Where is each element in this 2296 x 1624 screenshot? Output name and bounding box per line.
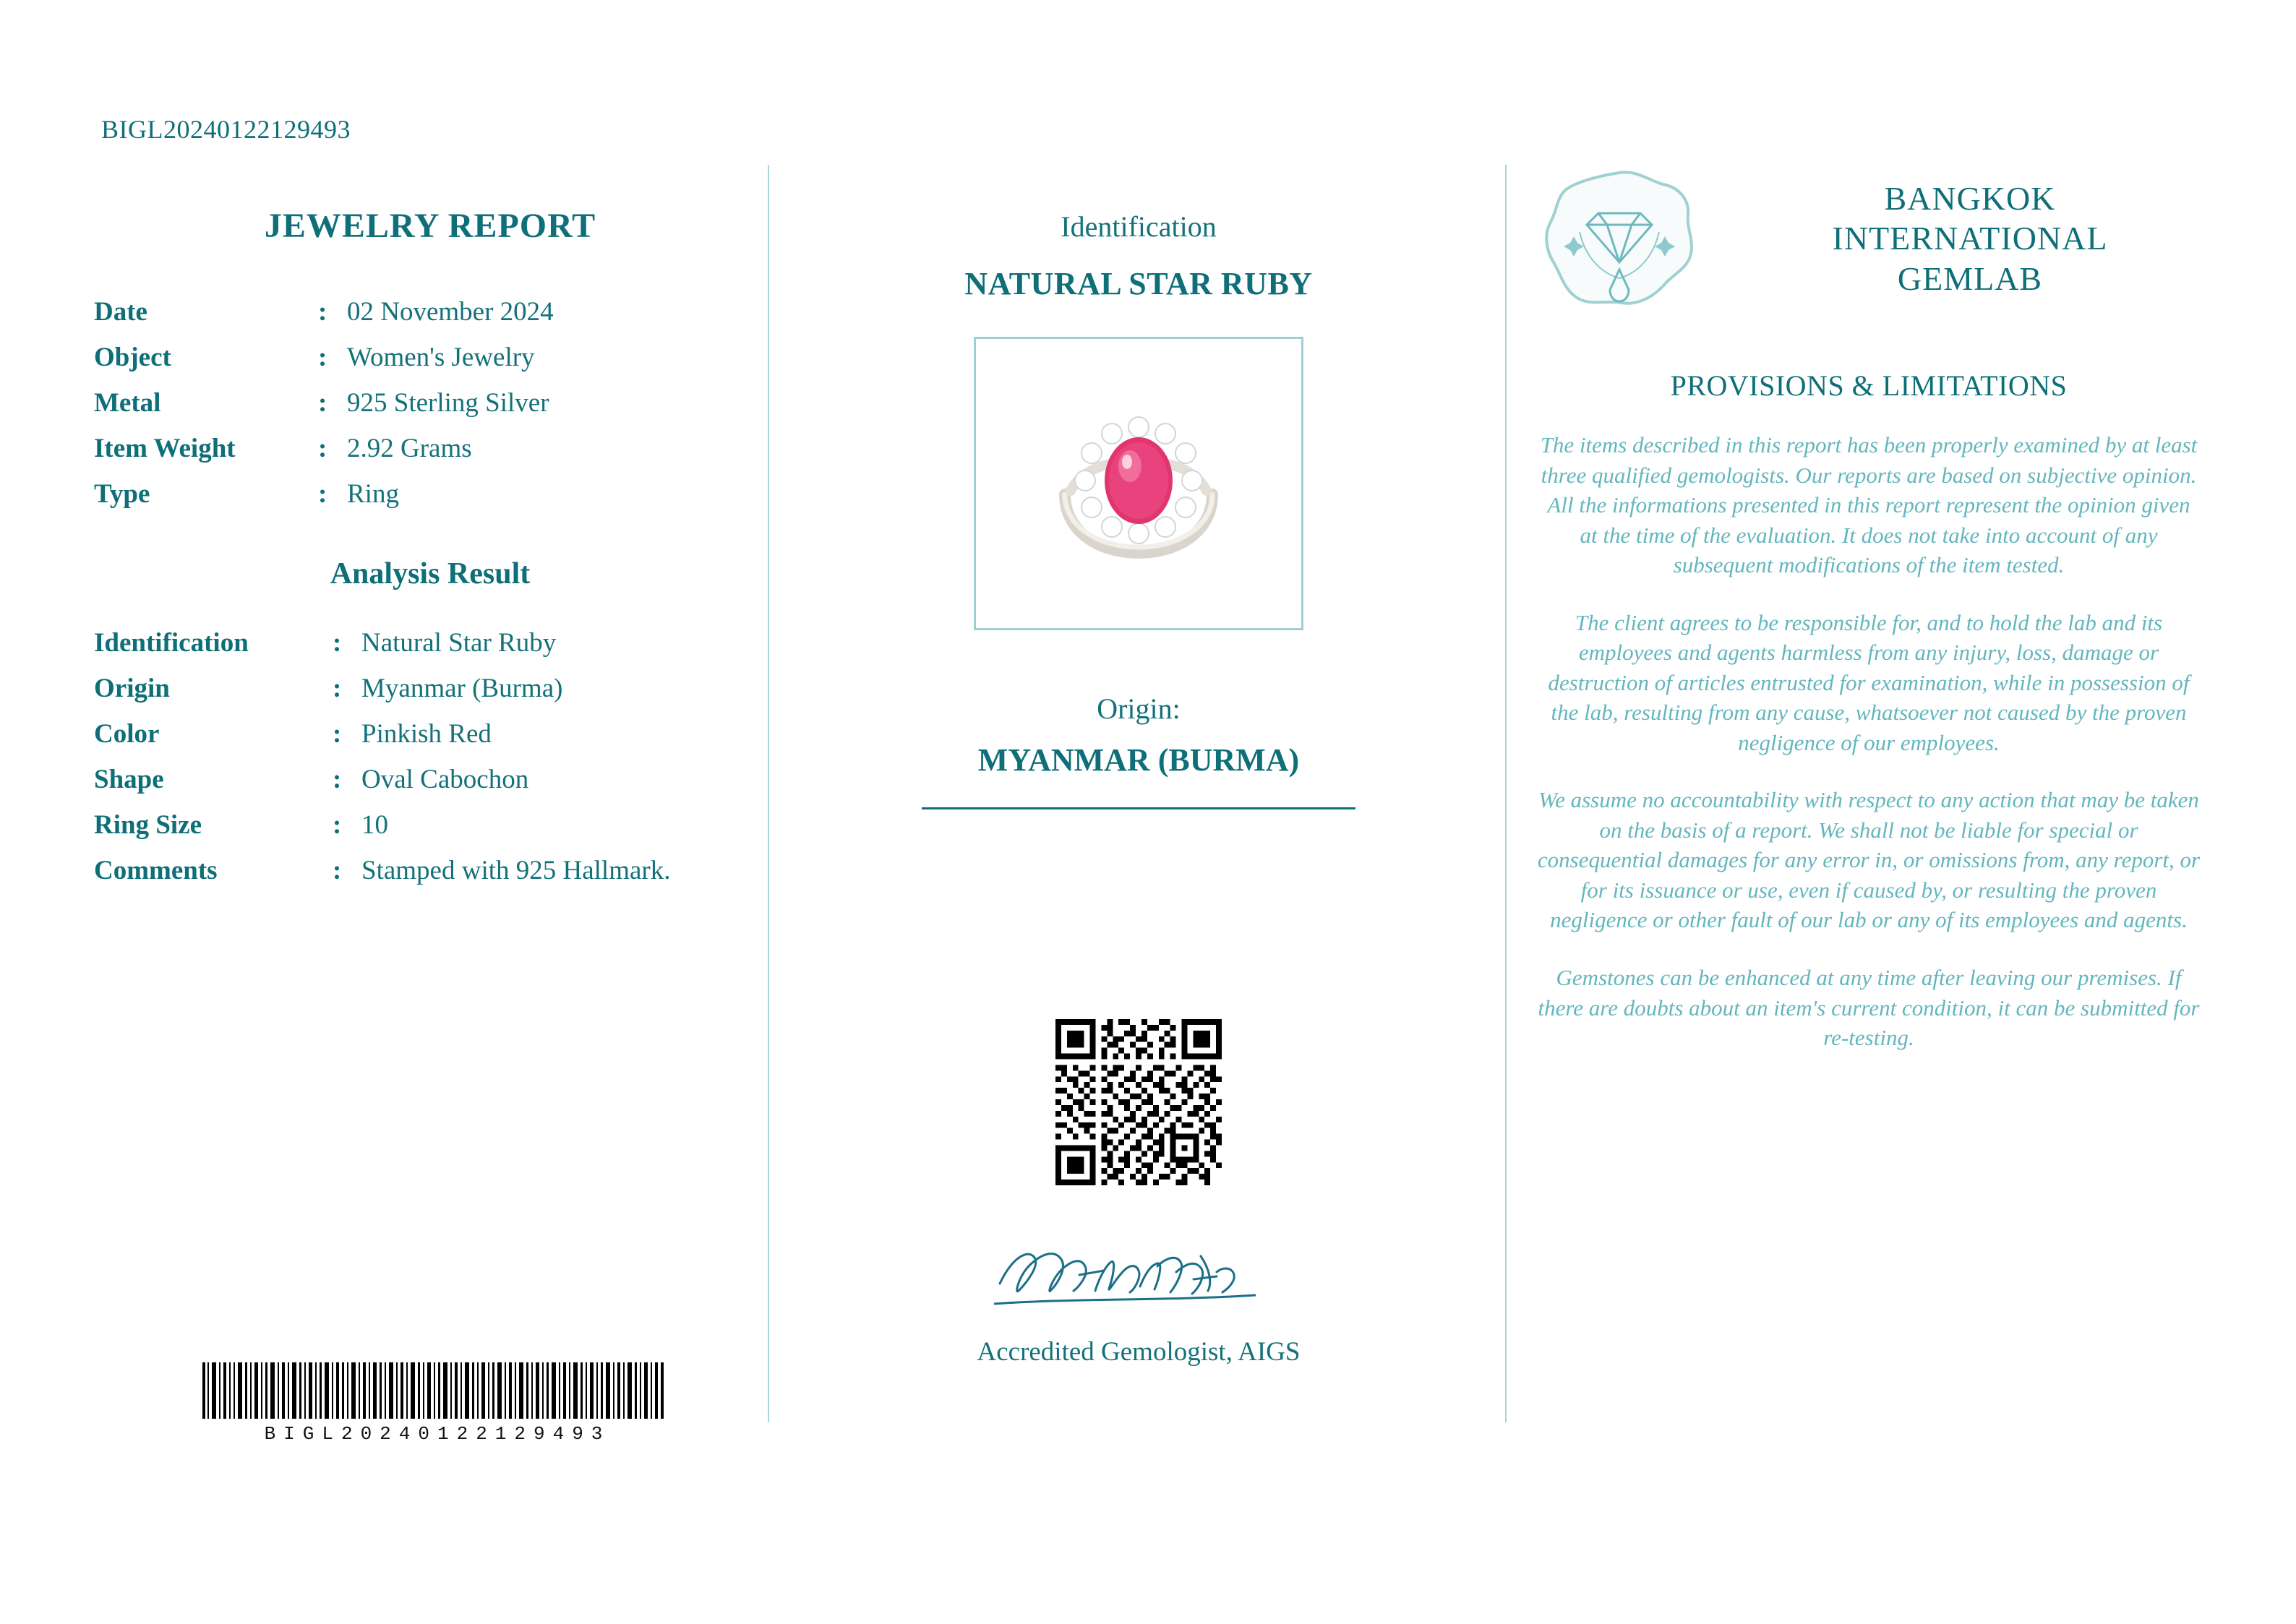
table-row xyxy=(94,380,766,426)
brand-header xyxy=(1529,163,2209,314)
table-row xyxy=(94,666,766,711)
section-divider xyxy=(922,807,1355,809)
barcode-block xyxy=(195,1362,672,1445)
field-key: Object xyxy=(94,343,171,372)
field-value: 2.92 Grams xyxy=(347,434,472,463)
page-title: JEWELRY REPORT xyxy=(264,207,596,245)
field-colon: : xyxy=(318,388,327,418)
field-value: Oval Cabochon xyxy=(361,765,529,794)
table-row xyxy=(94,802,766,848)
identification-value: NATURAL STAR RUBY xyxy=(964,266,1313,301)
field-value: 925 Sterling Silver xyxy=(347,388,549,418)
report-number: BIGL20240122129493 xyxy=(101,115,351,144)
brand-title xyxy=(1731,179,2209,298)
field-key: Identification xyxy=(94,628,249,658)
provisions-paragraph: We assume no accountability with respect to any action that may be taken on the basis of a report. We shall not be liable for special or consequential damages for any error in, or omissions from, any report, or for its issuance or use, even if caused by, or resulting the proven negligence or other fault of our lab or any of its employees and agents. xyxy=(1537,787,2201,933)
table-row xyxy=(94,757,766,802)
field-value: Myanmar (Burma) xyxy=(361,674,563,703)
table-row xyxy=(94,289,766,335)
field-key: Comments xyxy=(94,856,218,885)
field-key: Type xyxy=(94,479,150,509)
table-row xyxy=(94,620,766,666)
identification-label: Identification xyxy=(1061,210,1217,243)
signature-caption: Accredited Gemologist, AIGS xyxy=(977,1337,1301,1367)
qr-code-image xyxy=(1055,1019,1222,1185)
table-row xyxy=(94,711,766,757)
brand-line-1: BANGKOK xyxy=(1884,180,2056,218)
table-row xyxy=(94,335,766,380)
field-value: Pinkish Red xyxy=(361,719,492,749)
field-colon: : xyxy=(333,628,342,658)
field-colon: : xyxy=(333,856,342,885)
field-colon: : xyxy=(318,434,327,463)
signature-block xyxy=(788,1229,1489,1367)
provisions-title: PROVISIONS & LIMITATIONS xyxy=(1670,369,2068,402)
provisions-paragraph: The client agrees to be responsible for, and to hold the lab and its employees and agents harmless from any injury, loss, damage or destruction of articles entrusted for examination, while in possession of the lab, resulting from any cause, whatsoever not caused by the proven negligence of our employees. xyxy=(1548,609,2190,755)
field-key: Ring Size xyxy=(94,810,202,840)
signature-image xyxy=(987,1229,1290,1323)
analysis-result-title: Analysis Result xyxy=(330,557,531,590)
right-column xyxy=(1529,163,2209,1053)
field-value: Women's Jewelry xyxy=(347,343,535,372)
column-divider-right xyxy=(1505,165,1507,1422)
table-row xyxy=(94,471,766,517)
brand-line-2: INTERNATIONAL xyxy=(1832,220,2108,257)
table-row xyxy=(94,426,766,471)
gemlab-logo-icon xyxy=(1529,163,1710,314)
brand-line-3: GEMLAB xyxy=(1897,259,2043,297)
column-divider-left xyxy=(768,165,769,1422)
provisions-paragraph: Gemstones can be enhanced at any time after leaving our premises. If there are doubts about an item's current condition, it can be submitted for re-testing. xyxy=(1538,964,2200,1051)
field-colon: : xyxy=(318,479,327,509)
field-key: Origin xyxy=(94,674,170,703)
field-key: Item Weight xyxy=(94,434,236,463)
left-column xyxy=(94,163,766,893)
barcode-image xyxy=(202,1362,665,1419)
field-colon: : xyxy=(333,719,342,749)
provisions-paragraph: The items described in this report has been properly examined by at least three qualified gemologists. Our reports are based on subjective opinion. All the informations presented in this report represent the opinion given at the time of the evaluation. It does not take into account of any subsequent modifications of the item tested. xyxy=(1540,432,2198,578)
field-colon: : xyxy=(318,343,327,372)
field-value: Natural Star Ruby xyxy=(361,628,557,658)
field-colon: : xyxy=(333,674,342,703)
analysis-result-table xyxy=(94,620,766,893)
ring-photo xyxy=(978,339,1299,624)
field-key: Date xyxy=(94,297,147,327)
field-key: Metal xyxy=(94,388,161,418)
field-colon: : xyxy=(318,297,327,327)
field-value: 10 xyxy=(361,810,388,840)
field-key: Color xyxy=(94,719,160,749)
field-value: 02 November 2024 xyxy=(347,297,554,327)
field-colon: : xyxy=(333,765,342,794)
qr-code[interactable] xyxy=(1055,1019,1222,1185)
table-row xyxy=(94,848,766,893)
barcode-caption: BIGL20240122129493 xyxy=(264,1423,611,1445)
middle-column xyxy=(788,163,1489,1367)
gem-photo-frame xyxy=(974,337,1303,630)
field-key: Shape xyxy=(94,765,164,794)
origin-value: MYANMAR (BURMA) xyxy=(977,742,1300,778)
field-value: Stamped with 925 Hallmark. xyxy=(361,856,671,885)
field-colon: : xyxy=(333,810,342,840)
field-value: Ring xyxy=(347,479,399,509)
origin-label: Origin: xyxy=(1097,692,1181,725)
item-details-table xyxy=(94,289,766,517)
